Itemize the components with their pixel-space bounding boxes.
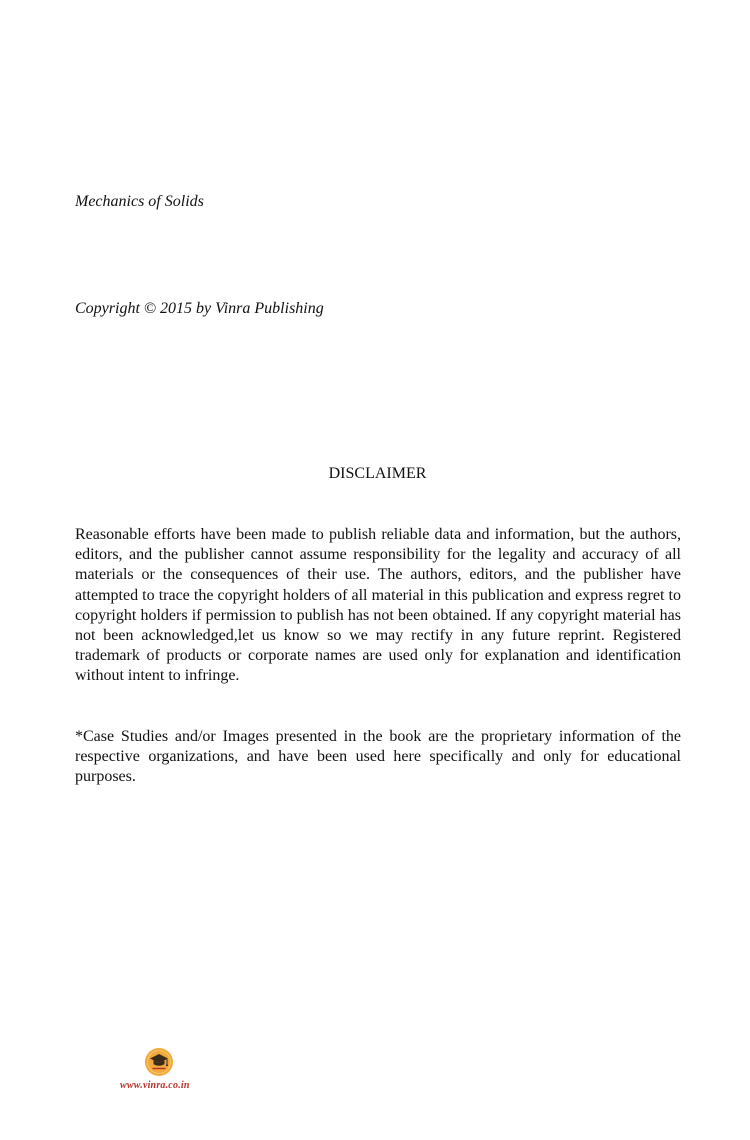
disclaimer-body: Reasonable efforts have been made to publish reliable data and information, but the authors, editors, and the publisher cannot assume responsibility for the legality and accuracy of all materials or the consequences of their use. The authors, editors, and the publisher have attempted to trace the copyright holders of all material in this publication and express regret to copyright holders if permission to publish has not been obtained. If any copyright material has not been acknowledged,let us know so we may rectify in any future reprint. Registered trademark of products or corporate names are used only for explanation and identification without intent to infringe. <box>75 526 681 685</box>
book-title: Mechanics of Solids <box>75 193 204 210</box>
graduation-cap-icon <box>144 1047 174 1077</box>
publisher-website-link[interactable]: www.vinra.co.in <box>120 1080 190 1091</box>
copyright-notice: Copyright © 2015 by Vinra Publishing <box>75 300 324 317</box>
disclaimer-heading: DISCLAIMER <box>328 465 427 482</box>
case-studies-note: *Case Studies and/or Images presented in the book are the proprietary information of the respective organizations, and have been used here specifically and only for educational purposes. <box>75 728 681 786</box>
